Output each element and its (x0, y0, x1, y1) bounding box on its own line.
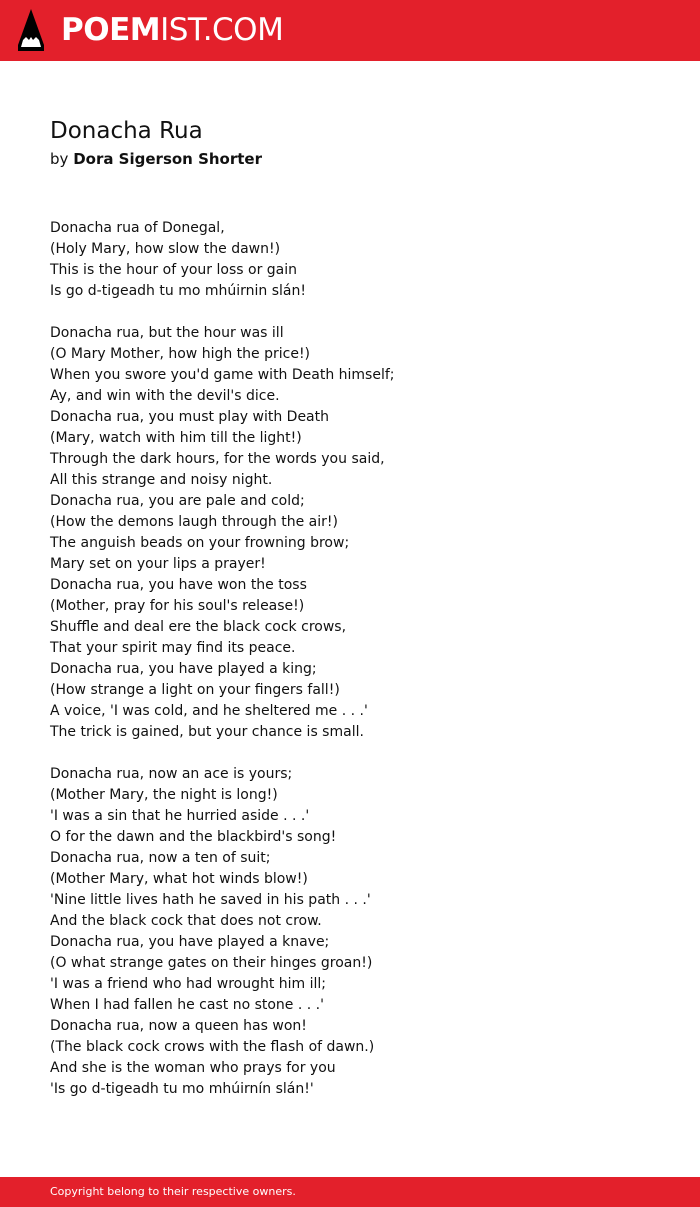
poem-line: 'I was a sin that he hurried aside . . .' (50, 808, 310, 824)
poem-line: Donacha rua, but the hour was ill (50, 325, 284, 341)
poem-author: Dora Sigerson Shorter (73, 150, 262, 168)
poem-line: (Mary, watch with him till the light!) (50, 430, 302, 446)
poem-line: (Mother, pray for his soul's release!) (50, 598, 305, 614)
poem-line: (O Mary Mother, how high the price!) (50, 346, 311, 362)
poem-line: That your spirit may find its peace. (50, 640, 296, 656)
poem-line: Shuffle and deal ere the black cock crows, (50, 619, 347, 635)
poem-title: Donacha Rua (50, 118, 203, 144)
poem-line: And the black cock that does not crow. (50, 913, 322, 929)
poem-line: All this strange and noisy night. (50, 472, 273, 488)
poem-line: Donacha rua, you must play with Death (50, 409, 330, 425)
poem-line: When I had fallen he cast no stone . . .' (50, 997, 324, 1013)
poem-line: (Mother Mary, what hot winds blow!) (50, 871, 308, 887)
poem-line: The trick is gained, but your chance is small. (50, 724, 364, 740)
poem-line: Ay, and win with the devil's dice. (50, 388, 280, 404)
poem-line: Through the dark hours, for the words you said, (50, 451, 385, 467)
poem-stanza (50, 764, 650, 1100)
poem-byline (50, 148, 262, 170)
poem-line: O for the dawn and the blackbird's song! (50, 829, 337, 845)
poem-line: Donacha rua, now an ace is yours; (50, 766, 293, 782)
poem-line: Donacha rua of Donegal, (50, 220, 225, 236)
poem-line: (How the demons laugh through the air!) (50, 514, 338, 530)
poem-line: This is the hour of your loss or gain (50, 262, 298, 278)
pen-nib-icon (18, 9, 44, 51)
poem-line: (The black cock crows with the flash of dawn.) (50, 1039, 375, 1055)
poem-line: 'I was a friend who had wrought him ill; (50, 976, 327, 992)
logo-text-bold: POEM (61, 12, 161, 48)
poem-line: 'Is go d-tigeadh tu mo mhúirnín slán!' (50, 1081, 314, 1097)
poem-line: Donacha rua, now a queen has won! (50, 1018, 307, 1034)
poem-line: Donacha rua, you are pale and cold; (50, 493, 305, 509)
by-label: by (50, 150, 69, 168)
site-logo[interactable] (61, 12, 283, 48)
poem-line: (O what strange gates on their hinges groan!) (50, 955, 373, 971)
poem-line: The anguish beads on your frowning brow; (50, 535, 350, 551)
poem-line: Donacha rua, you have won the toss (50, 577, 307, 593)
site-header (0, 0, 700, 61)
poem-line: Is go d-tigeadh tu mo mhúirnin slán! (50, 283, 306, 299)
poem-line: When you swore you'd game with Death himself; (50, 367, 395, 383)
poem-line: Donacha rua, you have played a king; (50, 661, 317, 677)
poem-stanza (50, 323, 650, 743)
poem-line: (Holy Mary, how slow the dawn!) (50, 241, 281, 257)
site-footer (0, 1177, 700, 1207)
poem-line: And she is the woman who prays for you (50, 1060, 336, 1076)
poem-line: Donacha rua, you have played a knave; (50, 934, 330, 950)
poem-stanza (50, 218, 650, 302)
poem-line: A voice, 'I was cold, and he sheltered me . . .' (50, 703, 368, 719)
logo-text-light: IST.COM (160, 12, 284, 48)
poem-line: (Mother Mary, the night is long!) (50, 787, 278, 803)
poem-body (50, 218, 650, 1121)
poem-line: 'Nine little lives hath he saved in his path . . .' (50, 892, 371, 908)
poem-line: Donacha rua, now a ten of suit; (50, 850, 271, 866)
copyright-text: Copyright belong to their respective owners. (50, 1185, 296, 1198)
poem-line: (How strange a light on your fingers fall!) (50, 682, 340, 698)
poem-line: Mary set on your lips a prayer! (50, 556, 266, 572)
